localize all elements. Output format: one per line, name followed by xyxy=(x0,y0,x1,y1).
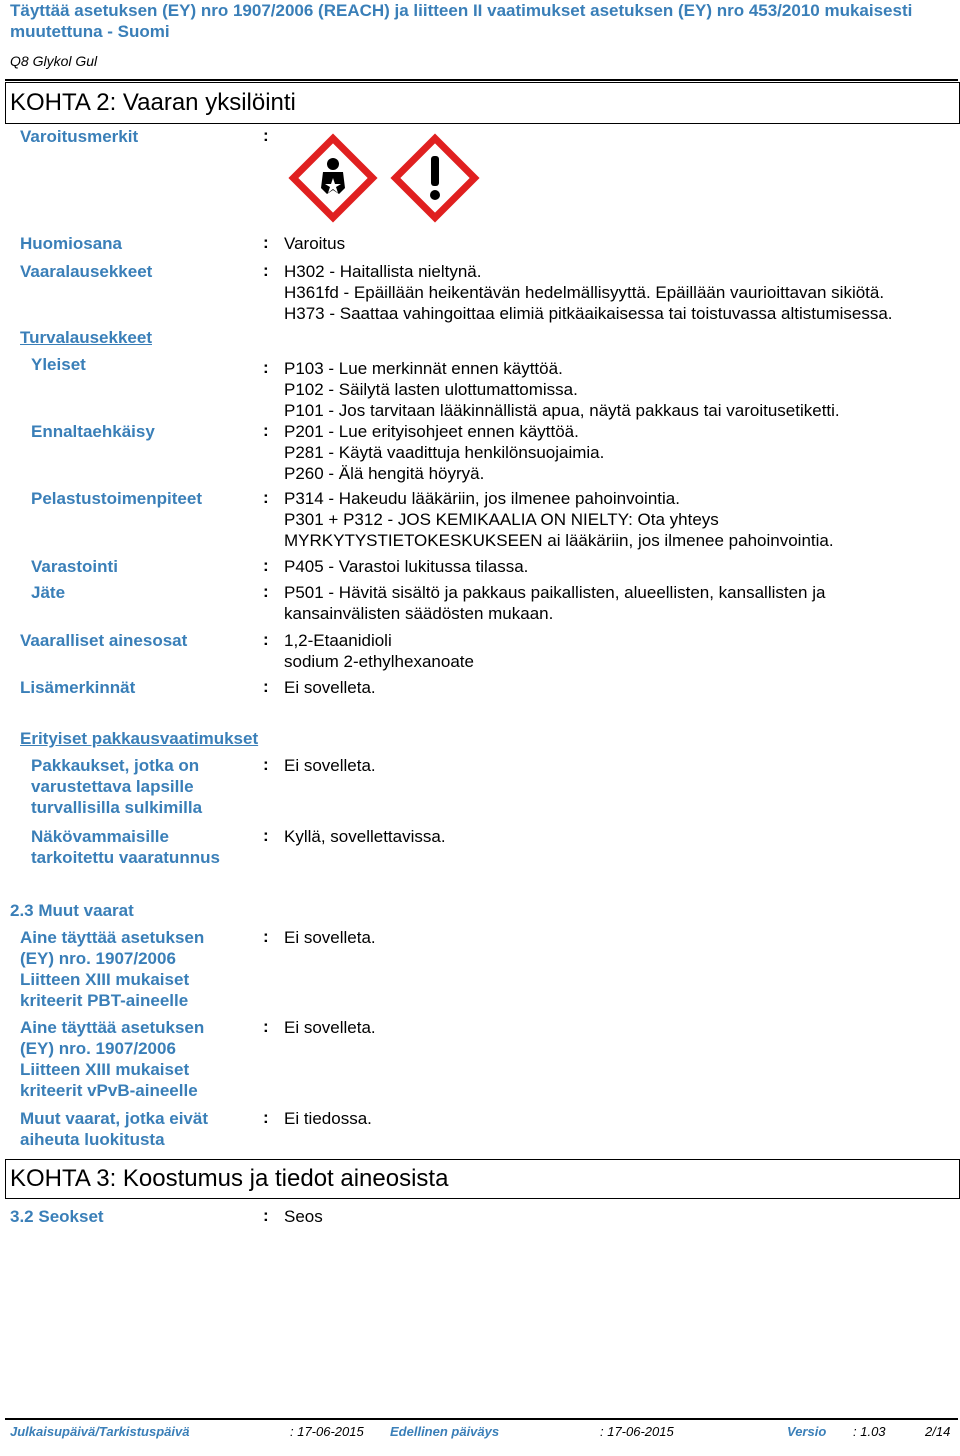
other-hazards-label: Muut vaarat, jotka eivät aiheuta luokitusta xyxy=(20,1109,209,1149)
colon: : xyxy=(263,677,269,696)
divider xyxy=(5,79,958,81)
section-3-title: KOHTA 3: Koostumus ja tiedot aineosista xyxy=(10,1165,449,1192)
colon: : xyxy=(263,630,269,649)
colon: : xyxy=(263,261,269,280)
colon: : xyxy=(263,358,269,377)
additional-value: Ei sovelleta. xyxy=(284,678,376,697)
child-closure-value: Ei sovelleta. xyxy=(284,756,376,775)
mixtures-label: 3.2 Seokset xyxy=(10,1207,104,1226)
pbt-value: Ei sovelleta. xyxy=(284,928,376,947)
colon: : xyxy=(263,556,269,575)
response-value: P314 - Hakeudu lääkäriin, jos ilmenee pahoinvointia. P301 + P312 - JOS KEMIKAALIA ON NIELTY: Ota yhteys MYRKYTYSTIETOKESKUKSEEN ai lääkäriin, jos ilmenee pahoinvointia. xyxy=(284,489,834,550)
colon: : xyxy=(263,1017,269,1036)
general-label: Yleiset xyxy=(31,355,86,374)
version-label: Versio xyxy=(787,1424,827,1439)
hazard-statements-label: Vaaralausekkeet xyxy=(20,262,153,281)
colon: : xyxy=(263,421,269,440)
pictograms-label: Varoitusmerkit xyxy=(20,127,139,146)
colon: : xyxy=(263,488,269,507)
colon: : xyxy=(263,582,269,601)
colon: : xyxy=(263,755,269,774)
prevention-label: Ennaltaehkäisy xyxy=(31,422,155,441)
hazardous-ingredients-label: Vaaralliset ainesosat xyxy=(20,631,188,650)
vpvb-value: Ei sovelleta. xyxy=(284,1018,376,1037)
storage-label: Varastointi xyxy=(31,557,118,576)
disposal-label: Jäte xyxy=(31,583,66,602)
page-number: 2/14 xyxy=(925,1424,951,1439)
signal-word-label: Huomiosana xyxy=(20,234,123,253)
prevention-value: P201 - Lue erityisohjeet ennen käyttöä. P281 - Käytä vaadittuja henkilönsuojaimia. P260 - Älä hengitä höyryä. xyxy=(284,422,605,483)
previous-date-label: Edellinen päiväys xyxy=(390,1424,500,1439)
child-closure-label: Pakkaukset, jotka on varustettava lapsille turvallisilla sulkimilla xyxy=(31,756,203,817)
hazardous-ingredients-value: 1,2-Etaanidioli sodium 2-ethylhexanoate xyxy=(284,631,474,671)
version-value: : 1.03 xyxy=(853,1424,886,1439)
colon: : xyxy=(263,126,269,145)
issue-date-label: Julkaisupäivä/Tarkistuspäivä xyxy=(10,1424,190,1439)
colon: : xyxy=(263,1206,269,1225)
signal-word-value: Varoitus xyxy=(284,234,346,253)
previous-date-value: : 17-06-2015 xyxy=(600,1424,674,1439)
issue-date-value: : 17-06-2015 xyxy=(290,1424,364,1439)
mixtures-value: Seos xyxy=(284,1207,323,1226)
response-label: Pelastustoimenpiteet xyxy=(31,489,202,508)
tactile-warning-label: Näkövammaisille tarkoitettu vaaratunnus xyxy=(31,827,220,867)
product-name: Q8 Glykol Gul xyxy=(10,53,98,69)
hazard-statements-value: H302 - Haitallista nieltynä. H361fd - Epäillään heikentävän hedelmällisyyttä. Epäillään vaurioittavan sikiötä. H373 - Saattaa vahingoittaa elimiä pitkäaikaisessa tai toistuvassa altistumisessa. xyxy=(284,262,893,323)
colon: : xyxy=(263,1108,269,1127)
colon: : xyxy=(263,927,269,946)
footer-divider xyxy=(5,1418,958,1420)
exclamation-mark-icon xyxy=(389,132,481,224)
tactile-warning-value: Kyllä, sovellettavissa. xyxy=(284,827,446,846)
pbt-label: Aine täyttää asetuksen (EY) nro. 1907/2006 Liitteen XIII mukaiset kriteerit PBT-aineelle xyxy=(20,928,205,1010)
precautionary-statements-label: Turvalausekkeet xyxy=(20,328,152,347)
vpvb-label: Aine täyttää asetuksen (EY) nro. 1907/2006 Liitteen XIII mukaiset kriteerit vPvB-aineelle xyxy=(20,1018,205,1100)
colon: : xyxy=(263,233,269,252)
other-hazards-title: 2.3 Muut vaarat xyxy=(10,901,134,920)
additional-label: Lisämerkinnät xyxy=(20,678,136,697)
storage-value: P405 - Varastoi lukitussa tilassa. xyxy=(284,557,529,576)
document-header-title: Täyttää asetuksen (EY) nro 1907/2006 (REACH) ja liitteen II vaatimukset asetuksen (EY) nro 453/2010 mukaisesti muutettuna - Suomi xyxy=(10,1,913,41)
colon: : xyxy=(263,826,269,845)
general-value: P103 - Lue merkinnät ennen käyttöä. P102 - Säilytä lasten ulottumattomissa. P101 - Jos tarvitaan lääkinnällistä apua, näytä pakkaus tai varoitusetiketti. xyxy=(284,359,840,420)
health-hazard-icon xyxy=(287,132,379,224)
packaging-title: Erityiset pakkausvaatimukset xyxy=(20,729,259,748)
other-hazards-value: Ei tiedossa. xyxy=(284,1109,372,1128)
disposal-value: P501 - Hävitä sisältö ja pakkaus paikallisten, alueellisten, kansallisten ja kansainvälisten säädösten mukaan. xyxy=(284,583,826,623)
section-2-title: KOHTA 2: Vaaran yksilöinti xyxy=(10,89,296,116)
